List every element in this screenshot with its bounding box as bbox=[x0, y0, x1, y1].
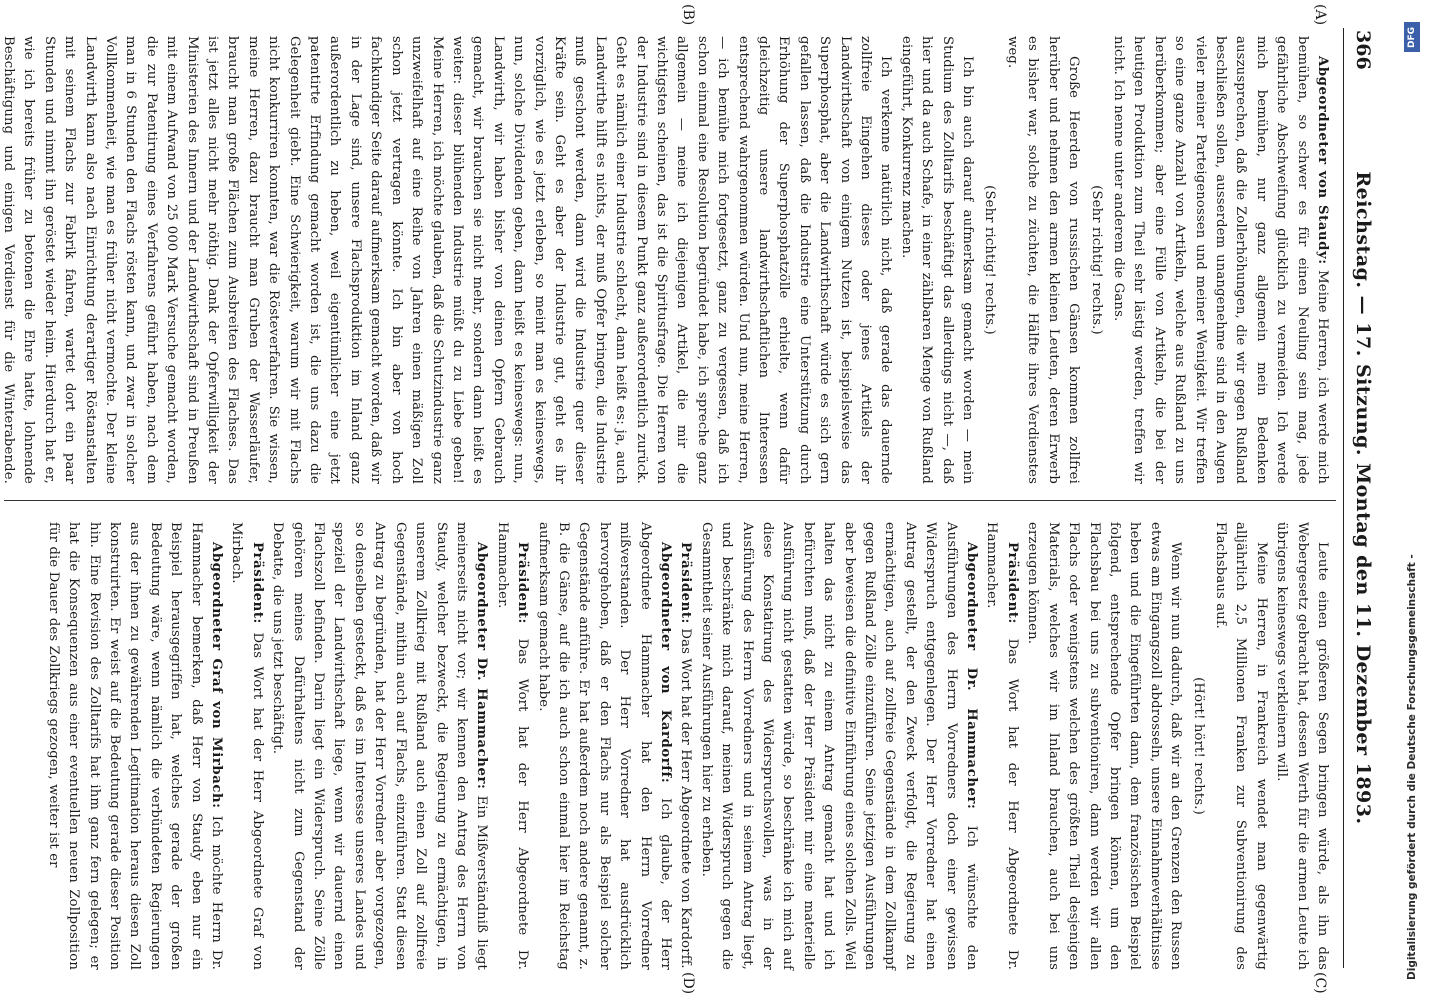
paragraph bbox=[532, 522, 675, 970]
paragraph bbox=[1210, 522, 1271, 970]
paragraph bbox=[1002, 36, 1084, 484]
margin-marker-c: (C) bbox=[1312, 972, 1328, 994]
margin-marker-a: (A) bbox=[1312, 4, 1328, 26]
paragraph bbox=[267, 522, 491, 970]
paragraph-text: Ich wünschte den Ausführungen des Herrn Vorredners doch einer gewissen Widerspruch entgegenlegen. Der Herr Vorredner hat einen Antrag gestellt, der den Zweck verfolgt, die Regierung zu ermächtigen, auch auf zollfreie Gegenstände in dem Zollkampf gegen Rußland Zölle einzuführen. Seine jetzigen Ausführungen aber beweisen die definitive Einführung eines solchen Zolls. Weil halten das nicht zu einem Antrag gemacht hat und ich befürchten muß, daß der Herr Präsident mir eine materielle Ausführung nicht gestatten würde, so beschränke ich mich auf diese Konstatirung des Widerspruchsvollen, was in der Ausführung des Herrn Vorredners und in seinem Antrag liegt, und beschränke mich darauf, meinen Widerspruch gegen die Gesammtheit seiner Ausführungen hier zu erheben. bbox=[698, 522, 980, 970]
page-title: Reichstag. — 17. Sitzung. Montag den 11. Dezember 1893. bbox=[1352, 171, 1374, 825]
speaker-name: Abgeordneter Dr. Hammacher: bbox=[964, 542, 980, 810]
paragraph-text: Wenn wir nun dadurch, daß wir an den Grenzen den Russen etwas am Eingangszoll abdrosseln, unsere Einnahmeverhältnisse heben und die Eingeführten dann, dem französischen Beispiel folgend, entsprechende Opfer bringen können, um den Flachsbau bei uns zu subventioniren, dann werden wir allen Flachs oder wenigstens welchen des größten Theil desjenigen Materials, welches wir im Inland brauchen, auch bei uns erzeugen können. bbox=[1025, 522, 1184, 970]
paragraph-text: Ich glaube, der Herr Abgeordnete Hammacher hat den Herrn Vorredner mißverstanden. Der Herr Vorredner hat ausdrücklich hervorgehoben, daß er den Flachs nur als Beispiel solcher Gegenstände anführe. Er hat außerdem noch andere genannt, z. B. die Gänse, auf die ich auch schon einmal hier im Reichstag aufmerksam gemacht habe. bbox=[535, 522, 673, 971]
speaker-name: Präsident: bbox=[1004, 542, 1020, 625]
paragraph-text: Ich bin auch darauf aufmerksam gemacht worden — mein Studium des Zolltarifs beschäftigt das allerdings nicht —, daß hier und da auch Schafe, in einer zählbaren Menge von Rußland eingeführt, Konkurrenz machen. bbox=[898, 36, 976, 484]
speaker-name: Präsident: bbox=[678, 542, 694, 625]
paragraph bbox=[42, 522, 226, 970]
right-column bbox=[6, 522, 1332, 970]
paragraph-text: Ich möchte Herrn Dr. Hammacher bemerken, daß Herr von Staudy eben nur ein Beispiel herausgegriffen hat, welches gerade der großen Bedeutung wäre, wenn nämlich die verbündeten Regierungen aus der ihnen zu gewährenden Legitimation heraus diesen Zoll konstruirten. Er weist auf die Bedeutung gerade dieser Position hin. Eine Revision des Zolltarifs hat ihm ganz fern gelegen; er hat die Konsequenzen aus einer eventuellen neuen Zollposition für die Dauer des Zollkriegs gezogen, weiter ist er bbox=[45, 522, 225, 970]
speaker-name: Präsident: bbox=[515, 542, 531, 625]
margin-marker-d: (D) bbox=[680, 972, 696, 995]
speaker-name: Abgeordneter Graf von Mirbach: bbox=[209, 542, 225, 809]
left-column bbox=[1, 36, 1332, 484]
paragraph bbox=[0, 36, 895, 484]
paragraph bbox=[491, 522, 532, 970]
speaker-name: Präsident: bbox=[249, 542, 265, 625]
interjection: (Hört! hört! rechts.) bbox=[1190, 677, 1206, 815]
paragraph bbox=[695, 522, 981, 970]
dfg-digitization-strip bbox=[1406, 20, 1426, 980]
paragraph bbox=[226, 522, 267, 970]
paragraph-text: Meine Herren, ich werde mich bemühen, so schwer es für einen Neuling sein mag, jede gefährliche Abschweifung glücklich zu vermeiden. Ich werde mich bemühen, nur ganz allgemein mein Bedenken auszusprechen, daß die Zollerhöhungen, die wir gegen Rußland beschließen sollen, ausserdem unangenehme sind in den Augen vieler meiner Parteigenossen und meiner Wenigkeit. Wir treffen so eine ganze Anzahl von Artikeln, welche aus Rußland zu uns herüberkommen; aber eine Fülle von Artikeln, die bei der heutigen Produktion zum Theil sehr lästig werden, treffen wir nicht. Ich nenne unter anderem die Gans. bbox=[1110, 36, 1330, 484]
margin-marker-b: (B) bbox=[680, 4, 696, 26]
interjection: (Sehr richtig! rechts.) bbox=[1088, 185, 1104, 335]
speaker-name: Abgeordneter Dr. Hammacher: bbox=[474, 542, 490, 790]
paragraph-text: Das Wort hat der Herr Abgeordnete Graf von Mirbach. bbox=[229, 522, 265, 970]
paragraph bbox=[981, 522, 1022, 970]
digitization-notice: Digitalisierung gefördert durch die Deutsche Forschungsgemeinschaft - bbox=[1406, 554, 1418, 980]
paragraph-text: Das Wort hat der Herr Abgeordnete Dr. Hammacher. bbox=[494, 522, 531, 970]
paragraph-text: Leute einen größeren Segen bringen würde, als ihn das Webergesetz gebracht hat, dessen Werth für die armen Leute ich übrigens keineswegs verkleinern will. bbox=[1274, 522, 1330, 970]
speaker-name: Abgeordneter von Staudy: bbox=[1315, 56, 1330, 265]
column-divider bbox=[4, 500, 1336, 501]
paragraph bbox=[895, 36, 977, 484]
paragraph-text: Meine Herren, in Frankreich wendet man gegenwärtig alljährlich 2,5 Millionen Franken zur Subventionirung des Flachsbaus auf. bbox=[1212, 522, 1269, 970]
paragraph bbox=[1108, 36, 1332, 484]
interjection: (Sehr richtig! rechts.) bbox=[982, 185, 998, 335]
speaker-name: Abgeordneter von Kardorff: bbox=[658, 542, 673, 784]
dfg-logo: DFG bbox=[1404, 22, 1420, 52]
paragraph-text: Das Wort hat der Herr Abgeordnete von Kardorff. bbox=[678, 628, 694, 969]
paragraph-text: Das Wort hat der Herr Abgeordnete Dr. Hammacher. bbox=[984, 522, 1020, 970]
paragraph bbox=[1022, 522, 1185, 970]
paragraph bbox=[1271, 522, 1332, 970]
paragraph-text: Ein Mißverständniß liegt meinerseits nicht vor; wir kennen den Antrag des Herrn von Staudy, welcher bezweckt, die Regierung zu ermächtigen, in unserem Zollkrieg mit Rußland auch einen Zoll auf zollfreie Gegenstände, mithin auch auf Flachs, einzuführen. Statt diesen Antrag zu begründen, hat der Herr Vorredner aber vorgezogen, so denselben gesteckt, daß es im Interesse unseres Landes und speziell der Landwirthschaft liege, wenn wir dauernd einen Flachszoll befinden. Darin liegt ein Widerspruch. Seine Zölle gehören meines Dafürhaltens nicht zum Gegenstand der Debatte, die uns jetzt beschäftigt. bbox=[270, 522, 490, 970]
paragraph-text: Ich verkenne natürlich nicht, daß gerade das dauernde zollfreie Eingehen dieses oder jenes Artikels der Landwirthschaft von einigem Nutzen ist, beispielsweise das Superphosphat, aber die Landwirthschaft würde es sich gern gefallen lassen, daß die Industrie eine Unterstützung durch Erhöhung der Superphosphatzölle erhielte, wenn dafür gleichzeitig unsere landwirthschaftlichen Interessen entsprechend wahrgenommen würden. Und nun, meine Herren, — ich bemühe mich fortgesetzt, ganz zu vergessen, daß ich schon einmal eine Resolution begründet habe, ich spreche ganz allgemein — meine ich diejenigen Artikel, die mir die wichtigsten scheinen, das ist die Spiritusfrage. Die Herren von der Industrie sind in diesem Punkt ganz außerordentlich zurück. Geht es nämlich einer Industrie schlecht, dann heißt es: ja, auch Landwirthe hilft es nichts, der muß Opfer bringen, die Industrie muß geschont werden, dann wird die Industrie quer dieser Kräfte sein. Geht es aber der Industrie gut, geht es ihr vorzüglich, wie es jetzt erleben, so meint man es keineswegs, nun, solche Dividenden geben, dann heißt es keineswegs: nun, Landwirth, wir haben bisher von deinen Opfern Gebrauch gemacht, wir brauchen sie nicht mehr, sondern dann heißt es weiter: dieser blühenden Industrie müßt du zu Liebe geben! Meine Herren, ich möchte glauben, daß die Schutzindustrie ganz unzweifelhaft auf eine Reihe von Jahren einen mäßigen Zoll schon jetzt vertragen könnte. Ich bin aber von hoch fachkundiger Seite darauf aufmerksam gemacht worden, daß wir in der Lage sind, unsere Flachsproduktion im Inland ganz außerordentlich zu heben, weil eigentümlicher eine jetzt patentirte Erfindung gemacht worden ist, die uns dazu die Gelegenheit giebt. Eine Schwierigkeit, warum wir mit Flachs nicht konkurriren konnten, war die Rösteverfahren. Sie wissen, meine Herren, dazu braucht man Gruben der Wasserläufer, braucht man große Flächen zum Ausbreiten des Flachses. Das ist jetzt alles nicht mehr nöthig. Dank der Opferwilligkeit der Ministerien des Innern und der Landwirthschaft sind in Preußen mit einem Aufwand von 25 000 Mark Versuche gemacht worden, die zur Patentirung eines Verfahrens geführt haben, nach dem man in 6 Stunden den Flachs rösten kann, und zwar in solcher Vollkommenheit, wie man es früher nicht vermochte. Der kleine Landwirth kann also nach Einrichtung derartiger Röstanstalten mit seinem Flachs zur Fabrik fahren, wartet dort ein paar Stunden und nimmt ihn geröstet wieder heim. Hierdurch hat er, wie ich bereits früher zu betonen die Ehre hatte, lohnende Beschäftigung und einigen Verdienst für die Winterabende. bbox=[1, 36, 894, 484]
paragraph bbox=[675, 522, 695, 970]
page-header bbox=[1343, 28, 1378, 968]
page-number: 366 bbox=[1352, 30, 1374, 70]
paragraph-text: Große Heerden von russischen Gänsen kommen zollfrei herüber und nehmen den armen kleinen Leuten, deren Erwerb es bisher war, solche zu züchten, die Hälfte ihres Verdienstes weg. bbox=[1004, 36, 1082, 484]
